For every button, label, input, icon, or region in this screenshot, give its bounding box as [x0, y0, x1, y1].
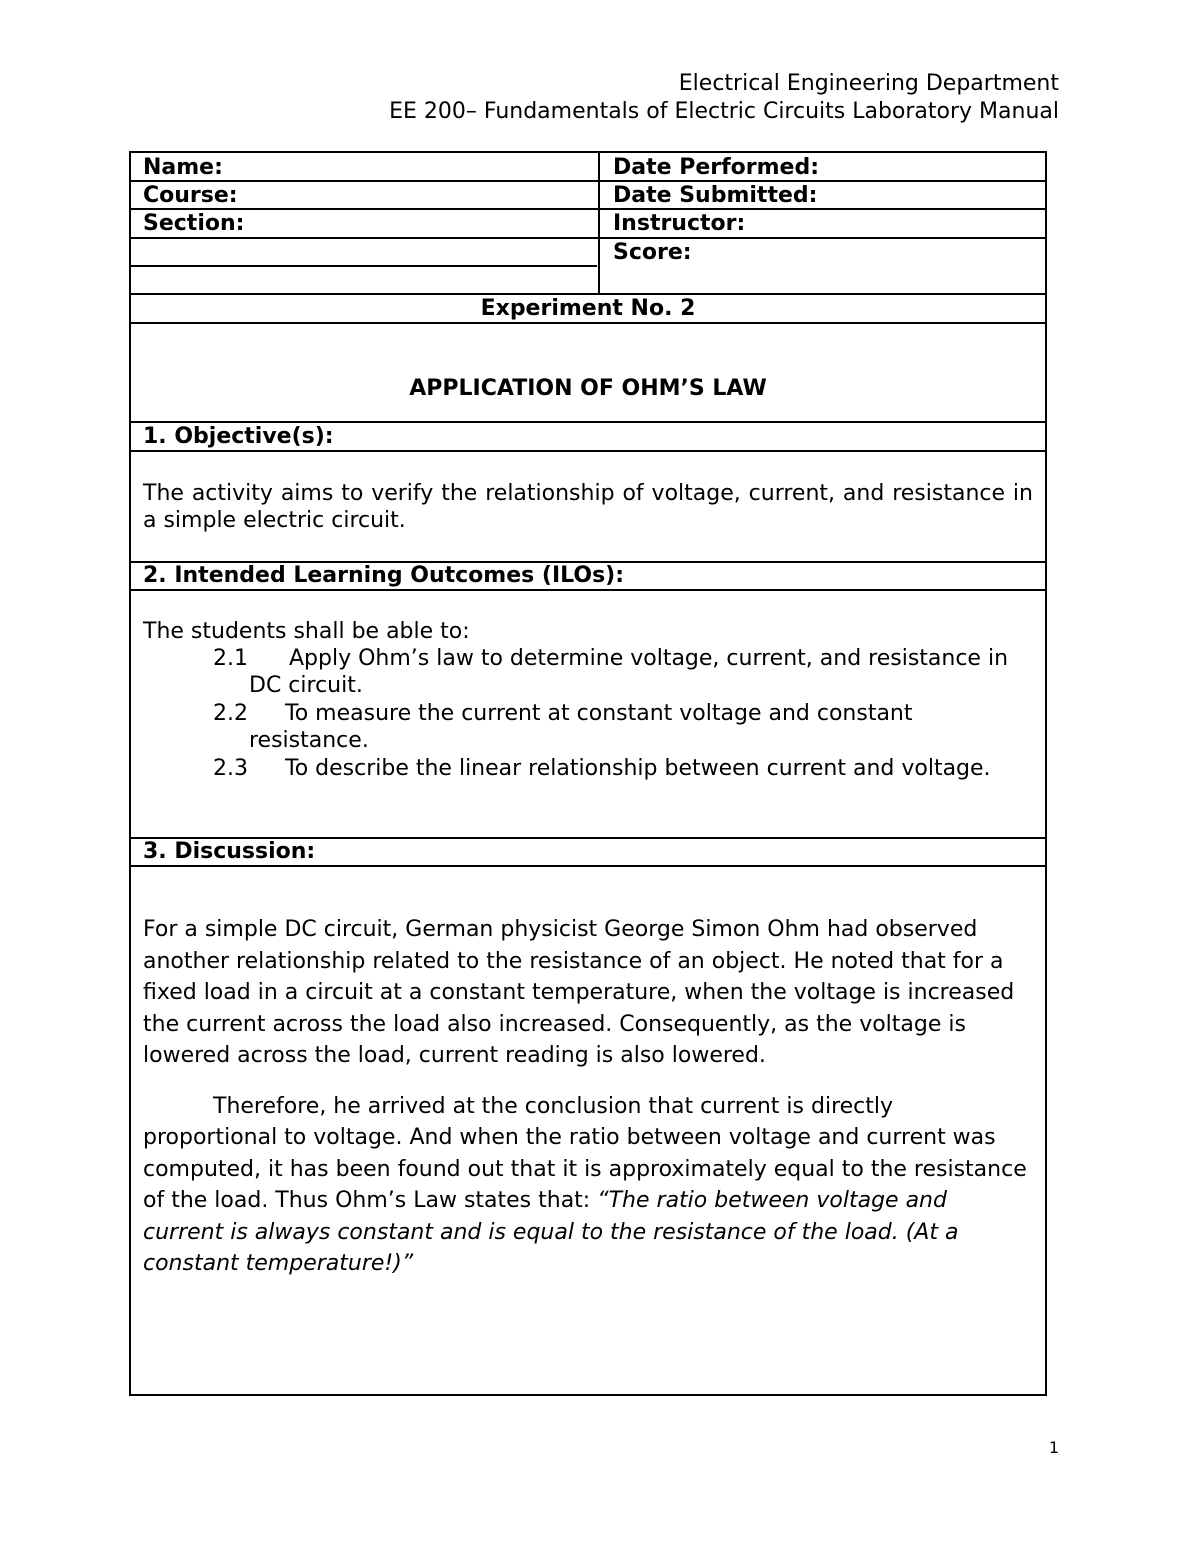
- divider: [131, 293, 1045, 295]
- course-manual-title: EE 200– Fundamentals of Electric Circuits Laboratory Manual: [389, 99, 1059, 124]
- page-header: [389, 70, 1059, 126]
- info-column-divider: [598, 153, 600, 293]
- department-name: Electrical Engineering Department: [678, 71, 1059, 96]
- discussion-paragraph-1: For a simple DC circuit, German physicist George Simon Ohm had observed another relationship related to the resistance of an object. He noted that for a fixed load in a circuit at a constant temperature, when the voltage is increased the current across the load also increased. Consequently, as the voltage is lowered across the load, current reading is also lowered.: [143, 917, 1015, 1068]
- date-submitted-label: Date Submitted:: [613, 183, 818, 208]
- ilo-text-content: Apply Ohm’s law to determine voltage, current, and resistance in DC circuit.: [249, 646, 1009, 698]
- ilo-heading: 2. Intended Learning Outcomes (ILOs):: [143, 563, 625, 588]
- divider: [131, 208, 1045, 210]
- divider: [131, 421, 1045, 423]
- discussion-paragraph-2: [143, 1091, 1033, 1280]
- discussion-body: [143, 914, 1033, 1280]
- divider: [131, 322, 1045, 324]
- experiment-number: Experiment No. 2: [480, 296, 696, 321]
- discussion-paragraph-2-text: Therefore, he arrived at the conclusion that current is directly proportional to voltage. And when the ratio between voltage and current was computed, it has been found out that it is approximately equal to the resistance of the load. Thus Ohm’s Law states that:: [143, 1093, 1027, 1213]
- objective-heading: 1. Objective(s):: [143, 424, 334, 449]
- experiment-title: APPLICATION OF OHM’S LAW: [409, 376, 767, 401]
- divider: [131, 180, 1045, 182]
- ilo-text: [249, 645, 1039, 699]
- divider: [131, 865, 1045, 867]
- ilo-number: 2.2: [213, 701, 248, 726]
- ilo-text-content: To measure the current at constant voltage and constant resistance.: [249, 701, 913, 753]
- divider: [131, 450, 1045, 452]
- date-performed-label: Date Performed:: [613, 155, 820, 180]
- divider: [131, 265, 597, 267]
- discussion-heading: 3. Discussion:: [143, 839, 316, 864]
- ilo-number: 2.3: [213, 756, 248, 781]
- divider: [131, 237, 1045, 239]
- section-label: Section:: [143, 211, 245, 236]
- ilo-text: [249, 700, 1039, 754]
- ilo-text-content: To describe the linear relationship between current and voltage.: [285, 756, 991, 781]
- objective-text: The activity aims to verify the relationship of voltage, current, and resistance in a simple electric circuit.: [143, 481, 1033, 533]
- page-number: 1: [1048, 1438, 1059, 1457]
- instructor-label: Instructor:: [613, 211, 746, 236]
- ohms-law-quote: “The ratio between voltage and current is always constant and is equal to the resistance of the load. (At a constant temperature!)”: [143, 1188, 959, 1276]
- score-label: Score:: [613, 240, 692, 265]
- divider: [131, 589, 1045, 591]
- name-label: Name:: [143, 155, 223, 180]
- ilo-number: 2.1: [213, 646, 248, 671]
- ilo-intro: The students shall be able to:: [143, 619, 470, 644]
- ilo-text: [249, 755, 1039, 782]
- course-label: Course:: [143, 183, 238, 208]
- lab-report-form: [129, 151, 1047, 1396]
